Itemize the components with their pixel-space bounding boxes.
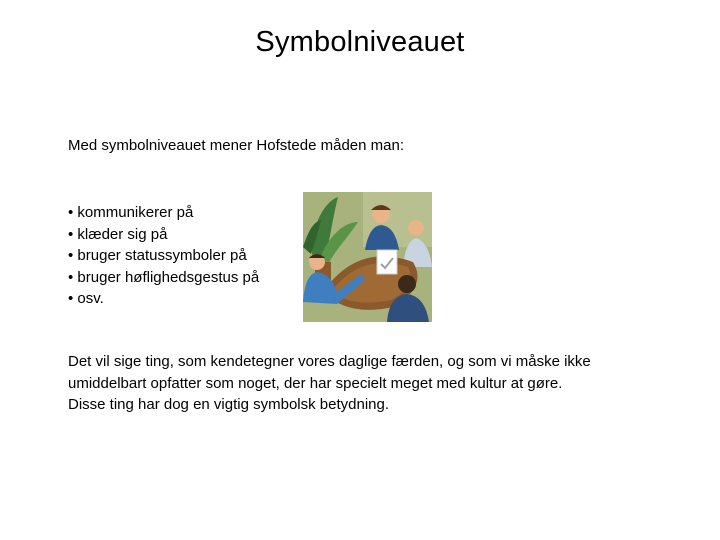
body-line: umiddelbart opfatter som noget, der har specielt meget med kultur at gøre.: [68, 374, 563, 392]
body-paragraph: [68, 351, 668, 416]
business-meeting-clipart-icon: [303, 192, 432, 322]
body-line: Disse ting har dog en vigtig symbolsk betydning.: [68, 396, 390, 413]
intro-text: Med symbolniveauet mener Hofstede måden man:: [68, 137, 405, 154]
bullet-item: • osv.: [68, 290, 104, 307]
bullet-list: [68, 202, 259, 310]
bullet-item: • bruger statussymboler på: [68, 247, 247, 264]
slide-title: Symbolniveauet: [255, 26, 465, 58]
body-line: Det vil sige ting, som kendetegner vores daglige færden, og som vi måske ikke: [68, 353, 591, 370]
bullet-item: • kommunikerer på: [68, 204, 194, 221]
bullet-item: • bruger høflighedsgestus på: [68, 268, 260, 286]
bullet-item: • klæder sig på: [68, 225, 168, 243]
